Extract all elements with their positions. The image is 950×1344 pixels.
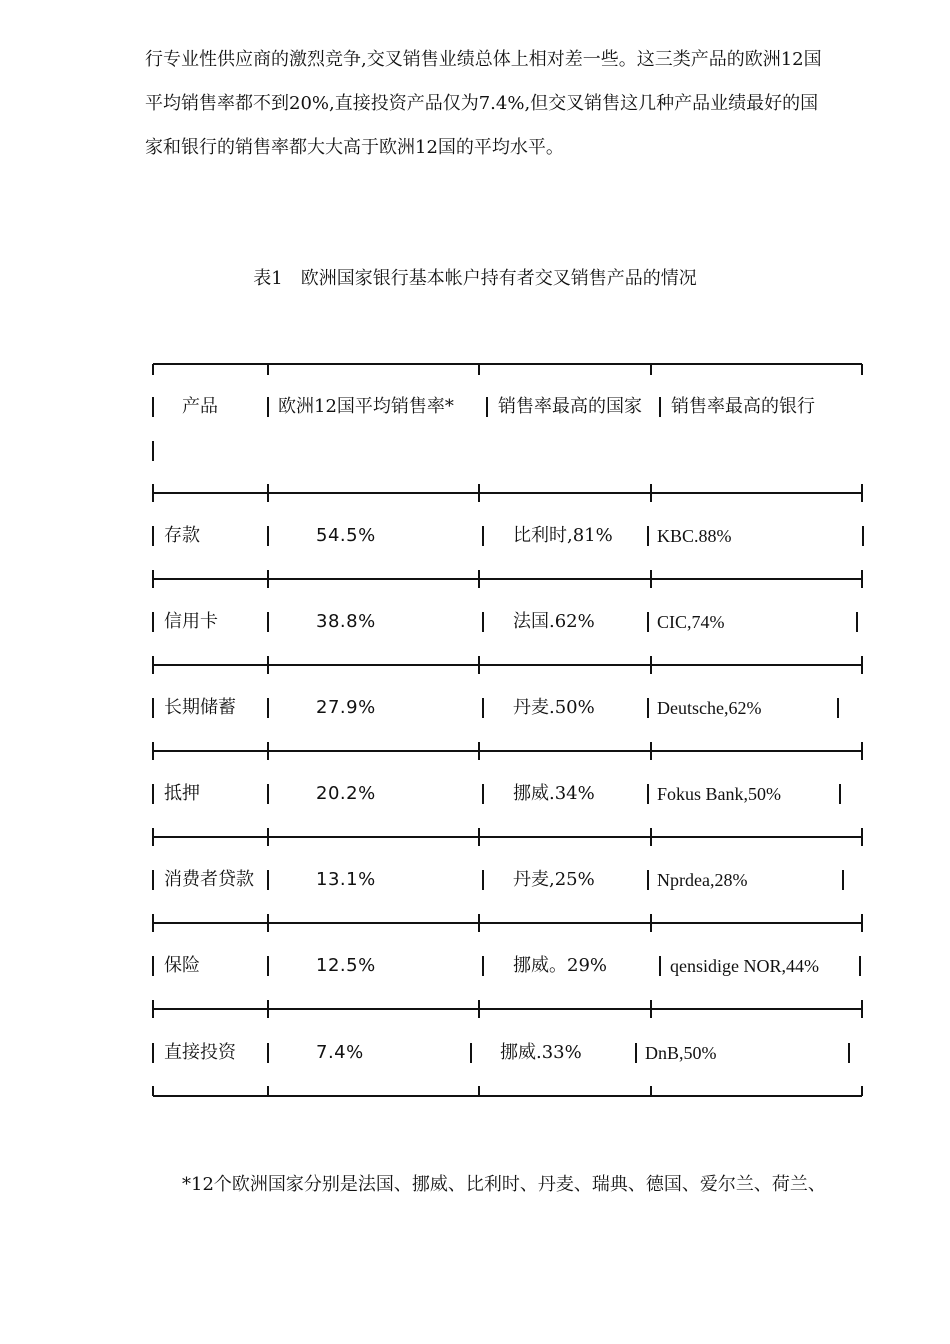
row-avg-rate: 54.5%	[316, 525, 376, 546]
cell-divider-bar	[859, 956, 861, 976]
cell-divider-bar	[647, 612, 649, 632]
header-bar	[267, 397, 269, 417]
header-top-bank: 销售率最高的银行	[671, 396, 815, 417]
cell-divider-bar	[647, 526, 649, 546]
header-avg-rate: 欧洲12国平均销售率*	[278, 396, 454, 417]
row-product: 保险	[164, 955, 200, 976]
header-top-country: 销售率最高的国家	[498, 396, 642, 417]
cell-divider-bar	[267, 526, 269, 546]
cell-divider-bar	[470, 1043, 472, 1063]
cell-divider-bar	[647, 870, 649, 890]
row-avg-rate: 27.9%	[316, 697, 376, 718]
row-top-country: 比利时,81%	[513, 525, 613, 546]
row-avg-rate: 13.1%	[316, 869, 376, 890]
cell-divider-bar	[152, 612, 154, 632]
row-top-bank: qensidige NOR,44%	[670, 956, 819, 976]
cell-divider-bar	[839, 784, 841, 804]
cell-divider-bar	[267, 784, 269, 804]
cell-divider-bar	[647, 698, 649, 718]
row-product: 消费者贷款	[164, 869, 254, 890]
row-avg-rate: 7.4%	[316, 1042, 364, 1063]
row-avg-rate: 20.2%	[316, 783, 376, 804]
intro-line-1: 行专业性供应商的激烈竞争,交叉销售业绩总体上相对差一些。这三类产品的欧洲12国	[145, 49, 822, 70]
row-avg-rate: 12.5%	[316, 955, 376, 976]
row-top-bank: Nprdea,28%	[657, 870, 748, 890]
cell-divider-bar	[152, 956, 154, 976]
row-product: 直接投资	[164, 1042, 236, 1063]
cell-divider-bar	[482, 956, 484, 976]
row-avg-rate: 38.8%	[316, 611, 376, 632]
row-top-bank: Fokus Bank,50%	[657, 784, 782, 804]
row-top-country: 挪威.33%	[500, 1042, 582, 1063]
cell-divider-bar	[152, 784, 154, 804]
header-bar	[659, 397, 661, 417]
cell-divider-bar	[152, 1043, 154, 1063]
header-bar	[152, 397, 154, 417]
intro-line-3: 家和银行的销售率都大大高于欧洲12国的平均水平。	[145, 137, 564, 158]
cell-divider-bar	[267, 870, 269, 890]
cell-divider-bar	[862, 526, 864, 546]
cell-divider-bar	[267, 612, 269, 632]
row-top-country: 法国.62%	[513, 611, 595, 632]
cell-divider-bar	[842, 870, 844, 890]
cell-divider-bar	[482, 612, 484, 632]
cell-divider-bar	[152, 526, 154, 546]
row-top-bank: CIC,74%	[657, 612, 725, 632]
cell-divider-bar	[482, 870, 484, 890]
footnote: *12个欧洲国家分别是法国、挪威、比利时、丹麦、瑞典、德国、爱尔兰、荷兰、	[182, 1174, 826, 1195]
row-product: 抵押	[164, 783, 200, 804]
cell-divider-bar	[267, 1043, 269, 1063]
row-top-country: 丹麦.50%	[513, 697, 595, 718]
row-top-bank: KBC.88%	[657, 526, 732, 546]
cell-divider-bar	[267, 698, 269, 718]
header-bar	[152, 441, 154, 461]
row-product: 长期储蓄	[164, 697, 236, 718]
cell-divider-bar	[848, 1043, 850, 1063]
table-caption: 表1 欧洲国家银行基本帐户持有者交叉销售产品的情况	[253, 268, 697, 289]
cell-divider-bar	[152, 698, 154, 718]
row-product: 信用卡	[164, 611, 218, 632]
cell-divider-bar	[647, 784, 649, 804]
cell-divider-bar	[837, 698, 839, 718]
header-bar	[486, 397, 488, 417]
cell-divider-bar	[635, 1043, 637, 1063]
cell-divider-bar	[267, 956, 269, 976]
cell-divider-bar	[482, 698, 484, 718]
cell-divider-bar	[482, 526, 484, 546]
header-product: 产品	[182, 396, 218, 417]
row-top-country: 挪威。29%	[513, 955, 608, 976]
row-top-bank: DnB,50%	[645, 1043, 717, 1063]
cell-divider-bar	[482, 784, 484, 804]
cell-divider-bar	[659, 956, 661, 976]
row-top-country: 丹麦,25%	[513, 869, 595, 890]
row-product: 存款	[164, 525, 200, 546]
row-top-country: 挪威.34%	[513, 783, 595, 804]
cell-divider-bar	[152, 870, 154, 890]
intro-line-2: 平均销售率都不到20%,直接投资产品仅为7.4%,但交叉销售这几种产品业绩最好的国	[145, 93, 819, 114]
row-top-bank: Deutsche,62%	[657, 698, 762, 718]
cell-divider-bar	[856, 612, 858, 632]
